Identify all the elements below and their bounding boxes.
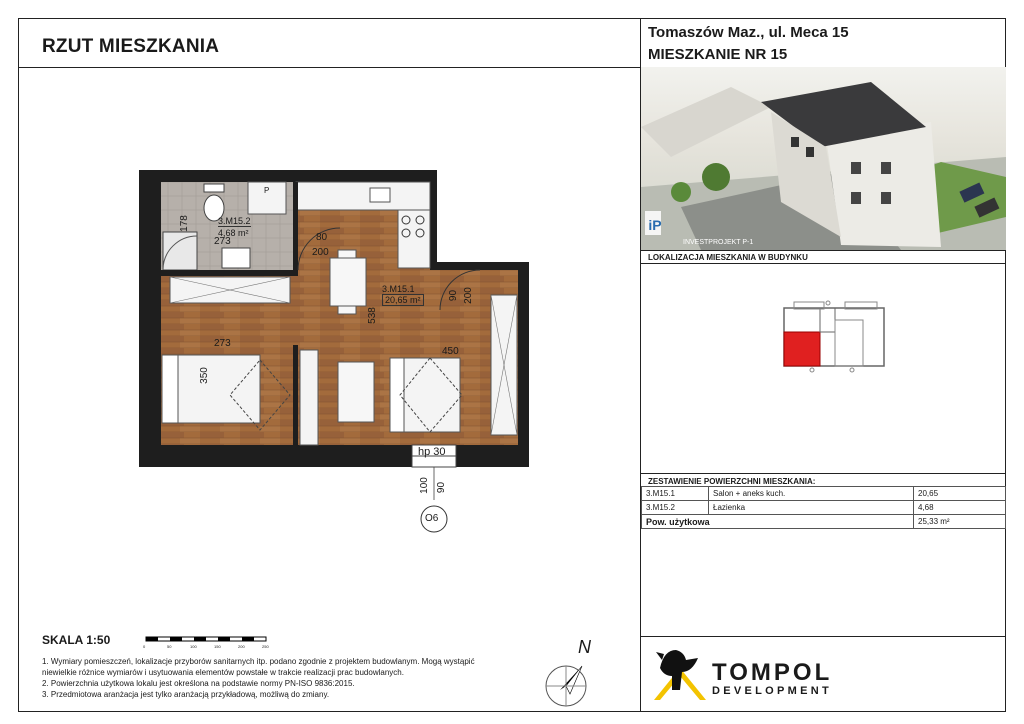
divider-location <box>641 263 1006 264</box>
notes-block <box>42 656 512 700</box>
bath-code: 3.M15.2 <box>218 216 251 226</box>
dim-273-bed: 273 <box>214 338 231 349</box>
scale-label: SKALA 1:50 <box>42 633 111 647</box>
scale-tick: 150 <box>214 644 221 649</box>
scale-tick: 100 <box>190 644 197 649</box>
dim-178: 178 <box>178 215 190 232</box>
bath-area: 4,68 m² <box>218 228 249 238</box>
total-label: Pow. użytkowa <box>642 515 914 529</box>
area-summary-table <box>641 486 1006 529</box>
dim-350: 350 <box>198 367 210 384</box>
window-100: 100 <box>418 477 430 494</box>
scale-tick: 0 <box>143 644 146 649</box>
render-illustration <box>641 67 1006 250</box>
svg-text:iP: iP <box>648 217 662 233</box>
window-90: 90 <box>436 481 448 494</box>
note-line: niewielkie różnice wymiarów i usytuowania elementów powstałe w trakcie realizacji prac budowlanych. <box>42 668 404 677</box>
scale-tick: 200 <box>238 644 245 649</box>
scale-tick: 50 <box>167 644 172 649</box>
table-row-total <box>642 515 1006 529</box>
table-row <box>642 487 1006 501</box>
divider-render <box>641 250 1006 251</box>
note-line: 1. Wymiary pomieszczeń, lokalizacje przyborów sanitarnych itp. podano zgodnie z projektem budowlanym. Mogą wystąpić <box>42 657 475 666</box>
dim-200-right: 200 <box>462 287 474 304</box>
row-area: 20,65 <box>914 487 1006 501</box>
row-name: Salon + aneks kuch. <box>709 487 914 501</box>
address-block <box>648 22 849 66</box>
fridge-label: P <box>264 186 270 195</box>
note-line: 3. Przedmiotowa aranżacja jest tylko aranżacją przykładową, możliwą do zmiany. <box>42 690 330 699</box>
divider-logo <box>641 636 1006 637</box>
window-hp: hp 30 <box>418 446 446 458</box>
table-row <box>642 501 1006 515</box>
living-code: 3.M15.1 <box>382 284 415 294</box>
dim-80: 80 <box>316 232 328 243</box>
dim-450: 450 <box>442 346 459 357</box>
scale-tick: 250 <box>262 644 269 649</box>
apartment-number: MIESZKANIE NR 15 <box>648 46 788 63</box>
north-label: N <box>578 637 591 657</box>
dim-538: 538 <box>366 307 378 324</box>
note-line: 2. Powierzchnia użytkowa lokalu jest określona na podstawie normy PN-ISO 9836:2015. <box>42 679 355 688</box>
dim-200-left: 200 <box>312 247 329 258</box>
dim-273-top: 273 <box>214 236 231 247</box>
window-code: O6 <box>425 513 439 524</box>
address-line: Tomaszów Maz., ul. Meca 15 <box>648 24 849 41</box>
page-title: RZUT MIESZKANIA <box>42 36 220 57</box>
total-value: 25,33 m² <box>914 515 1006 529</box>
render-watermark: INVESTPROJEKT P-1 <box>683 239 754 246</box>
row-name: Łazienka <box>709 501 914 515</box>
brand-name: TOMPOL <box>712 659 833 686</box>
brand-tagline: DEVELOPMENT <box>712 685 833 697</box>
location-label: LOKALIZACJA MIESZKANIA W BUDYNKU <box>648 253 808 262</box>
living-area: 20,65 m² <box>382 294 424 306</box>
row-area: 4,68 <box>914 501 1006 515</box>
dim-90-right: 90 <box>448 289 460 302</box>
row-code: 3.M15.1 <box>642 487 709 501</box>
row-code: 3.M15.2 <box>642 501 709 515</box>
divider-summary <box>641 473 1006 474</box>
summary-heading: ZESTAWIENIE POWIERZCHNI MIESZKANIA: <box>648 477 816 486</box>
building-render <box>641 67 1006 250</box>
